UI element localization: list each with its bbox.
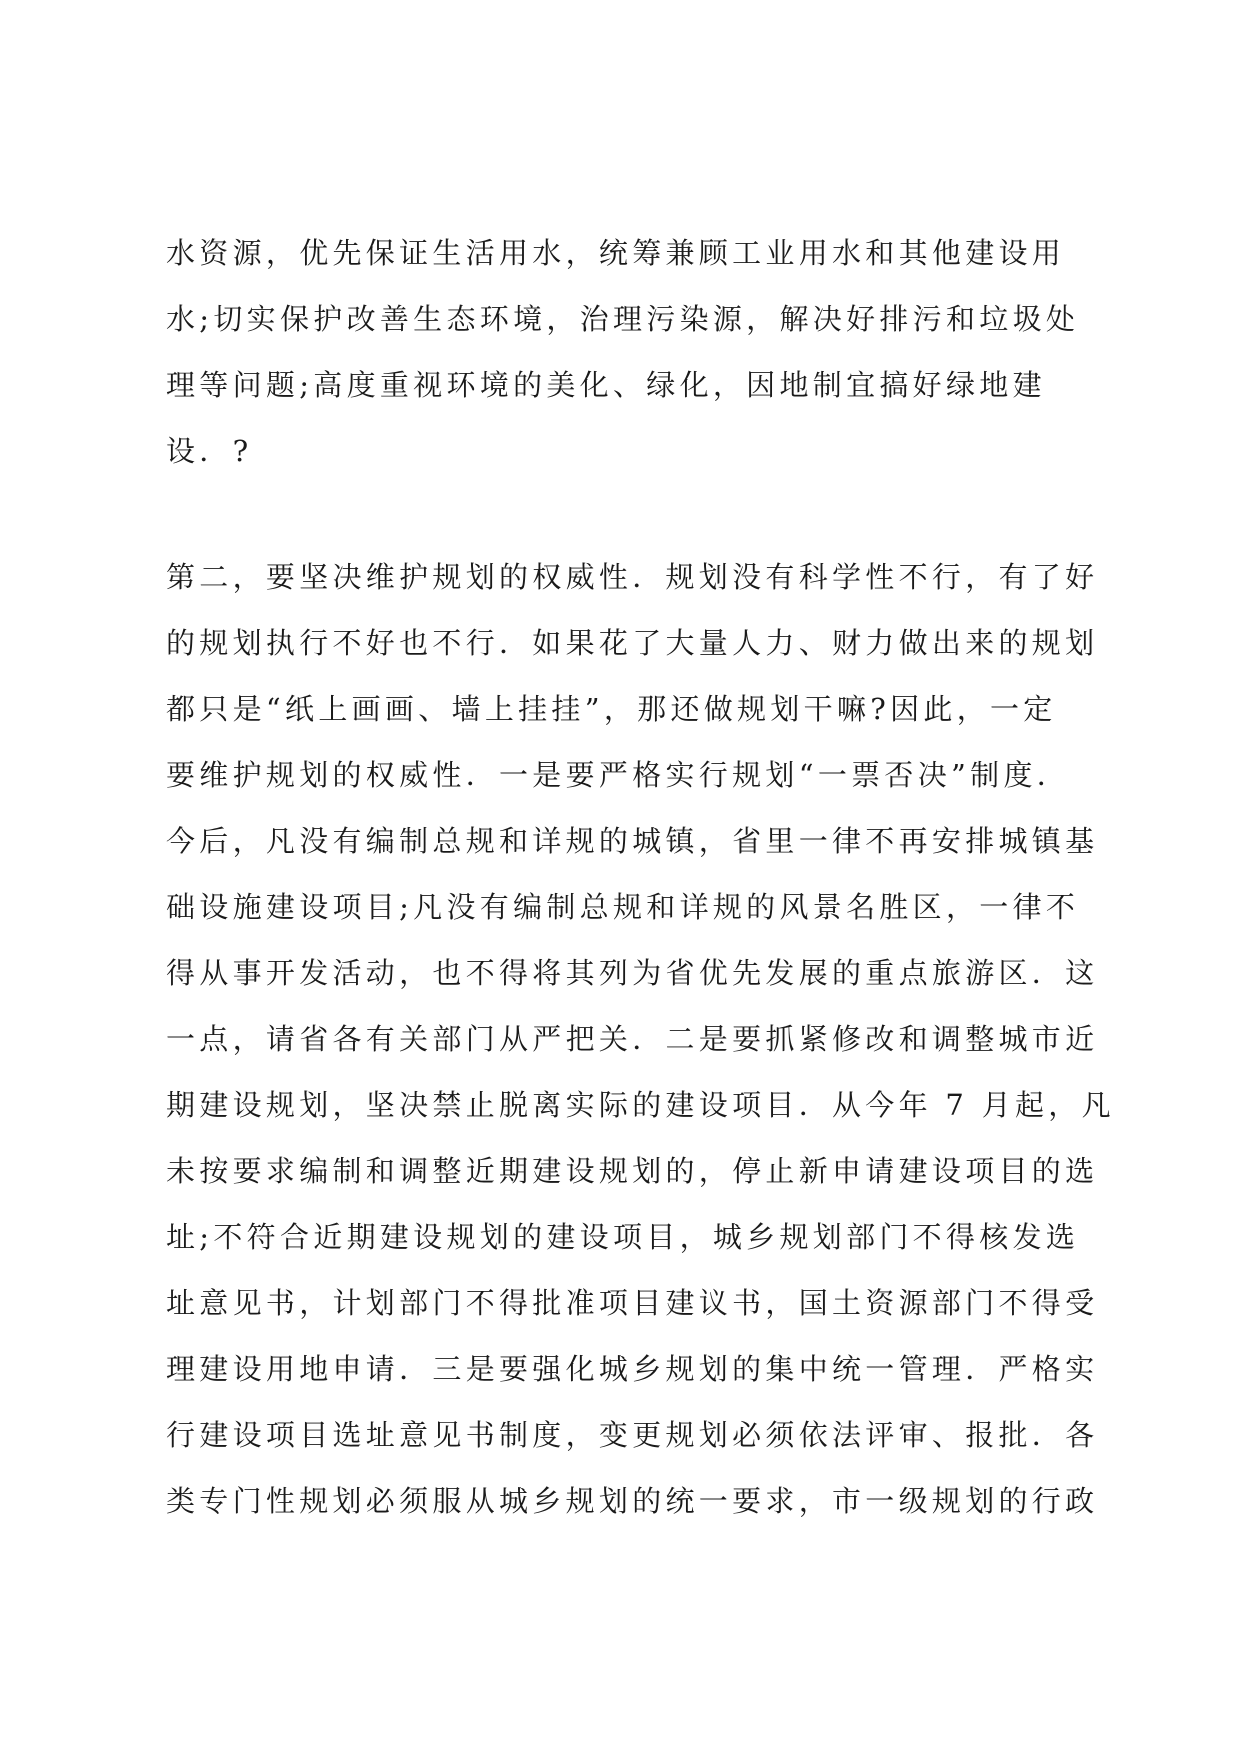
paragraph-line: 期建设规划，坚决禁止脱离实际的建设项目．从今年 7 月起，凡 — [166, 1088, 1115, 1122]
paragraph-line: 理等问题;高度重视环境的美化、绿化，因地制宜搞好绿地建 — [166, 368, 1046, 402]
paragraph-line: 水;切实保护改善生态环境，治理污染源，解决好排污和垃圾处 — [166, 302, 1080, 336]
paragraph-line: 未按要求编制和调整近期建设规划的，停止新申请建设项目的选 — [166, 1154, 1099, 1188]
paragraph-line: 都只是“纸上画画、墙上挂挂”，那还做规划干嘛?因此，一定 — [166, 692, 1057, 726]
paragraph-line: 址;不符合近期建设规划的建设项目，城乡规划部门不得核发选 — [166, 1220, 1080, 1254]
paragraph-line: 今后，凡没有编制总规和详规的城镇，省里一律不再安排城镇基 — [166, 824, 1099, 858]
paragraph-line: 一点，请省各有关部门从严把关．二是要抓紧修改和调整城市近 — [166, 1022, 1099, 1056]
paragraph-line: 要维护规划的权威性．一是要严格实行规划“一票否决”制度． — [166, 758, 1071, 792]
paragraph-line: 第二，要坚决维护规划的权威性．规划没有科学性不行，有了好 — [166, 560, 1099, 594]
paragraph-line: 理建设用地申请．三是要强化城乡规划的集中统一管理．严格实 — [166, 1352, 1099, 1386]
paragraph-line: 水资源，优先保证生活用水，统筹兼顾工业用水和其他建设用 — [166, 236, 1066, 270]
paragraph-line: 设．? — [166, 434, 253, 468]
paragraph-1 — [166, 220, 1079, 484]
paragraph-line: 的规划执行不好也不行．如果花了大量人力、财力做出来的规划 — [166, 626, 1099, 660]
paragraph-2 — [166, 544, 1115, 1534]
paragraph-line: 类专门性规划必须服从城乡规划的统一要求，市一级规划的行政 — [166, 1484, 1099, 1518]
paragraph-line: 础设施建设项目;凡没有编制总规和详规的风景名胜区，一律不 — [166, 890, 1080, 924]
paragraph-line: 得从事开发活动，也不得将其列为省优先发展的重点旅游区．这 — [166, 956, 1099, 990]
paragraph-line: 址意见书，计划部门不得批准项目建议书，国土资源部门不得受 — [166, 1286, 1099, 1320]
paragraph-line: 行建设项目选址意见书制度，变更规划必须依法评审、报批．各 — [166, 1418, 1099, 1452]
